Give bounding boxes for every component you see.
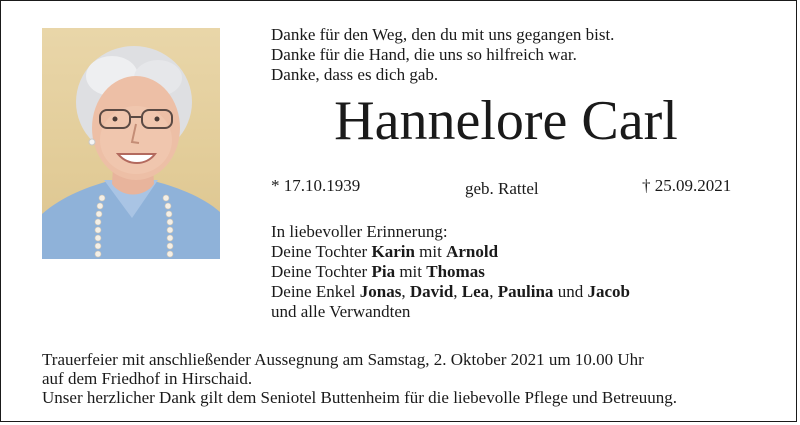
mourner-name: Pia (371, 262, 396, 281)
poem-line: Danke für die Hand, die uns so hilfreich war. (271, 45, 577, 64)
poem-line: Danke für den Weg, den du mit uns gegangen bist. (271, 25, 615, 44)
mourners-list (271, 222, 630, 322)
funeral-line: auf dem Friedhof in Hirschaid. (42, 369, 253, 388)
mourner-name: Karin (371, 242, 415, 261)
thanks-line: Unser herzlicher Dank gilt dem Seniotel Buttenheim für die liebevolle Pflege und Betreuung. (42, 388, 677, 407)
relation: Deine Tochter (271, 242, 372, 261)
mourner-name: Jacob (587, 282, 630, 301)
death-date: † 25.09.2021 (642, 176, 732, 195)
portrait-photo (42, 28, 220, 259)
relation: Deine Enkel (271, 282, 360, 301)
mourner-name: Arnold (446, 242, 499, 261)
mourner-name: Thomas (426, 262, 485, 281)
deceased-name: Hannelore Carl (334, 90, 678, 152)
birth-date: * 17.10.1939 (271, 176, 361, 195)
relation: Deine Tochter (271, 262, 372, 281)
connector: , (401, 282, 410, 301)
mourner-line (271, 242, 630, 262)
mourner-name: Jonas (359, 282, 402, 301)
connector: , (453, 282, 462, 301)
mourners-intro: In liebevoller Erinnerung: (271, 222, 448, 241)
mourner-line (271, 282, 630, 302)
mourner-name: David (409, 282, 454, 301)
funeral-line: Trauerfeier mit anschließender Aussegnung am Samstag, 2. Oktober 2021 um 10.00 Uhr (42, 350, 644, 369)
birth-name: geb. Rattel (465, 179, 539, 198)
portrait-illustration (42, 28, 220, 259)
mourners-closing: und alle Verwandten (271, 302, 411, 321)
funeral-info (42, 350, 677, 407)
connector: mit (414, 242, 447, 261)
mourner-name: Paulina (497, 282, 554, 301)
connector: mit (395, 262, 427, 281)
mourner-name: Lea (461, 282, 490, 301)
poem (271, 25, 614, 85)
poem-line: Danke, dass es dich gab. (271, 65, 439, 84)
connector: , (489, 282, 498, 301)
mourner-line (271, 262, 630, 282)
connector: und (553, 282, 588, 301)
